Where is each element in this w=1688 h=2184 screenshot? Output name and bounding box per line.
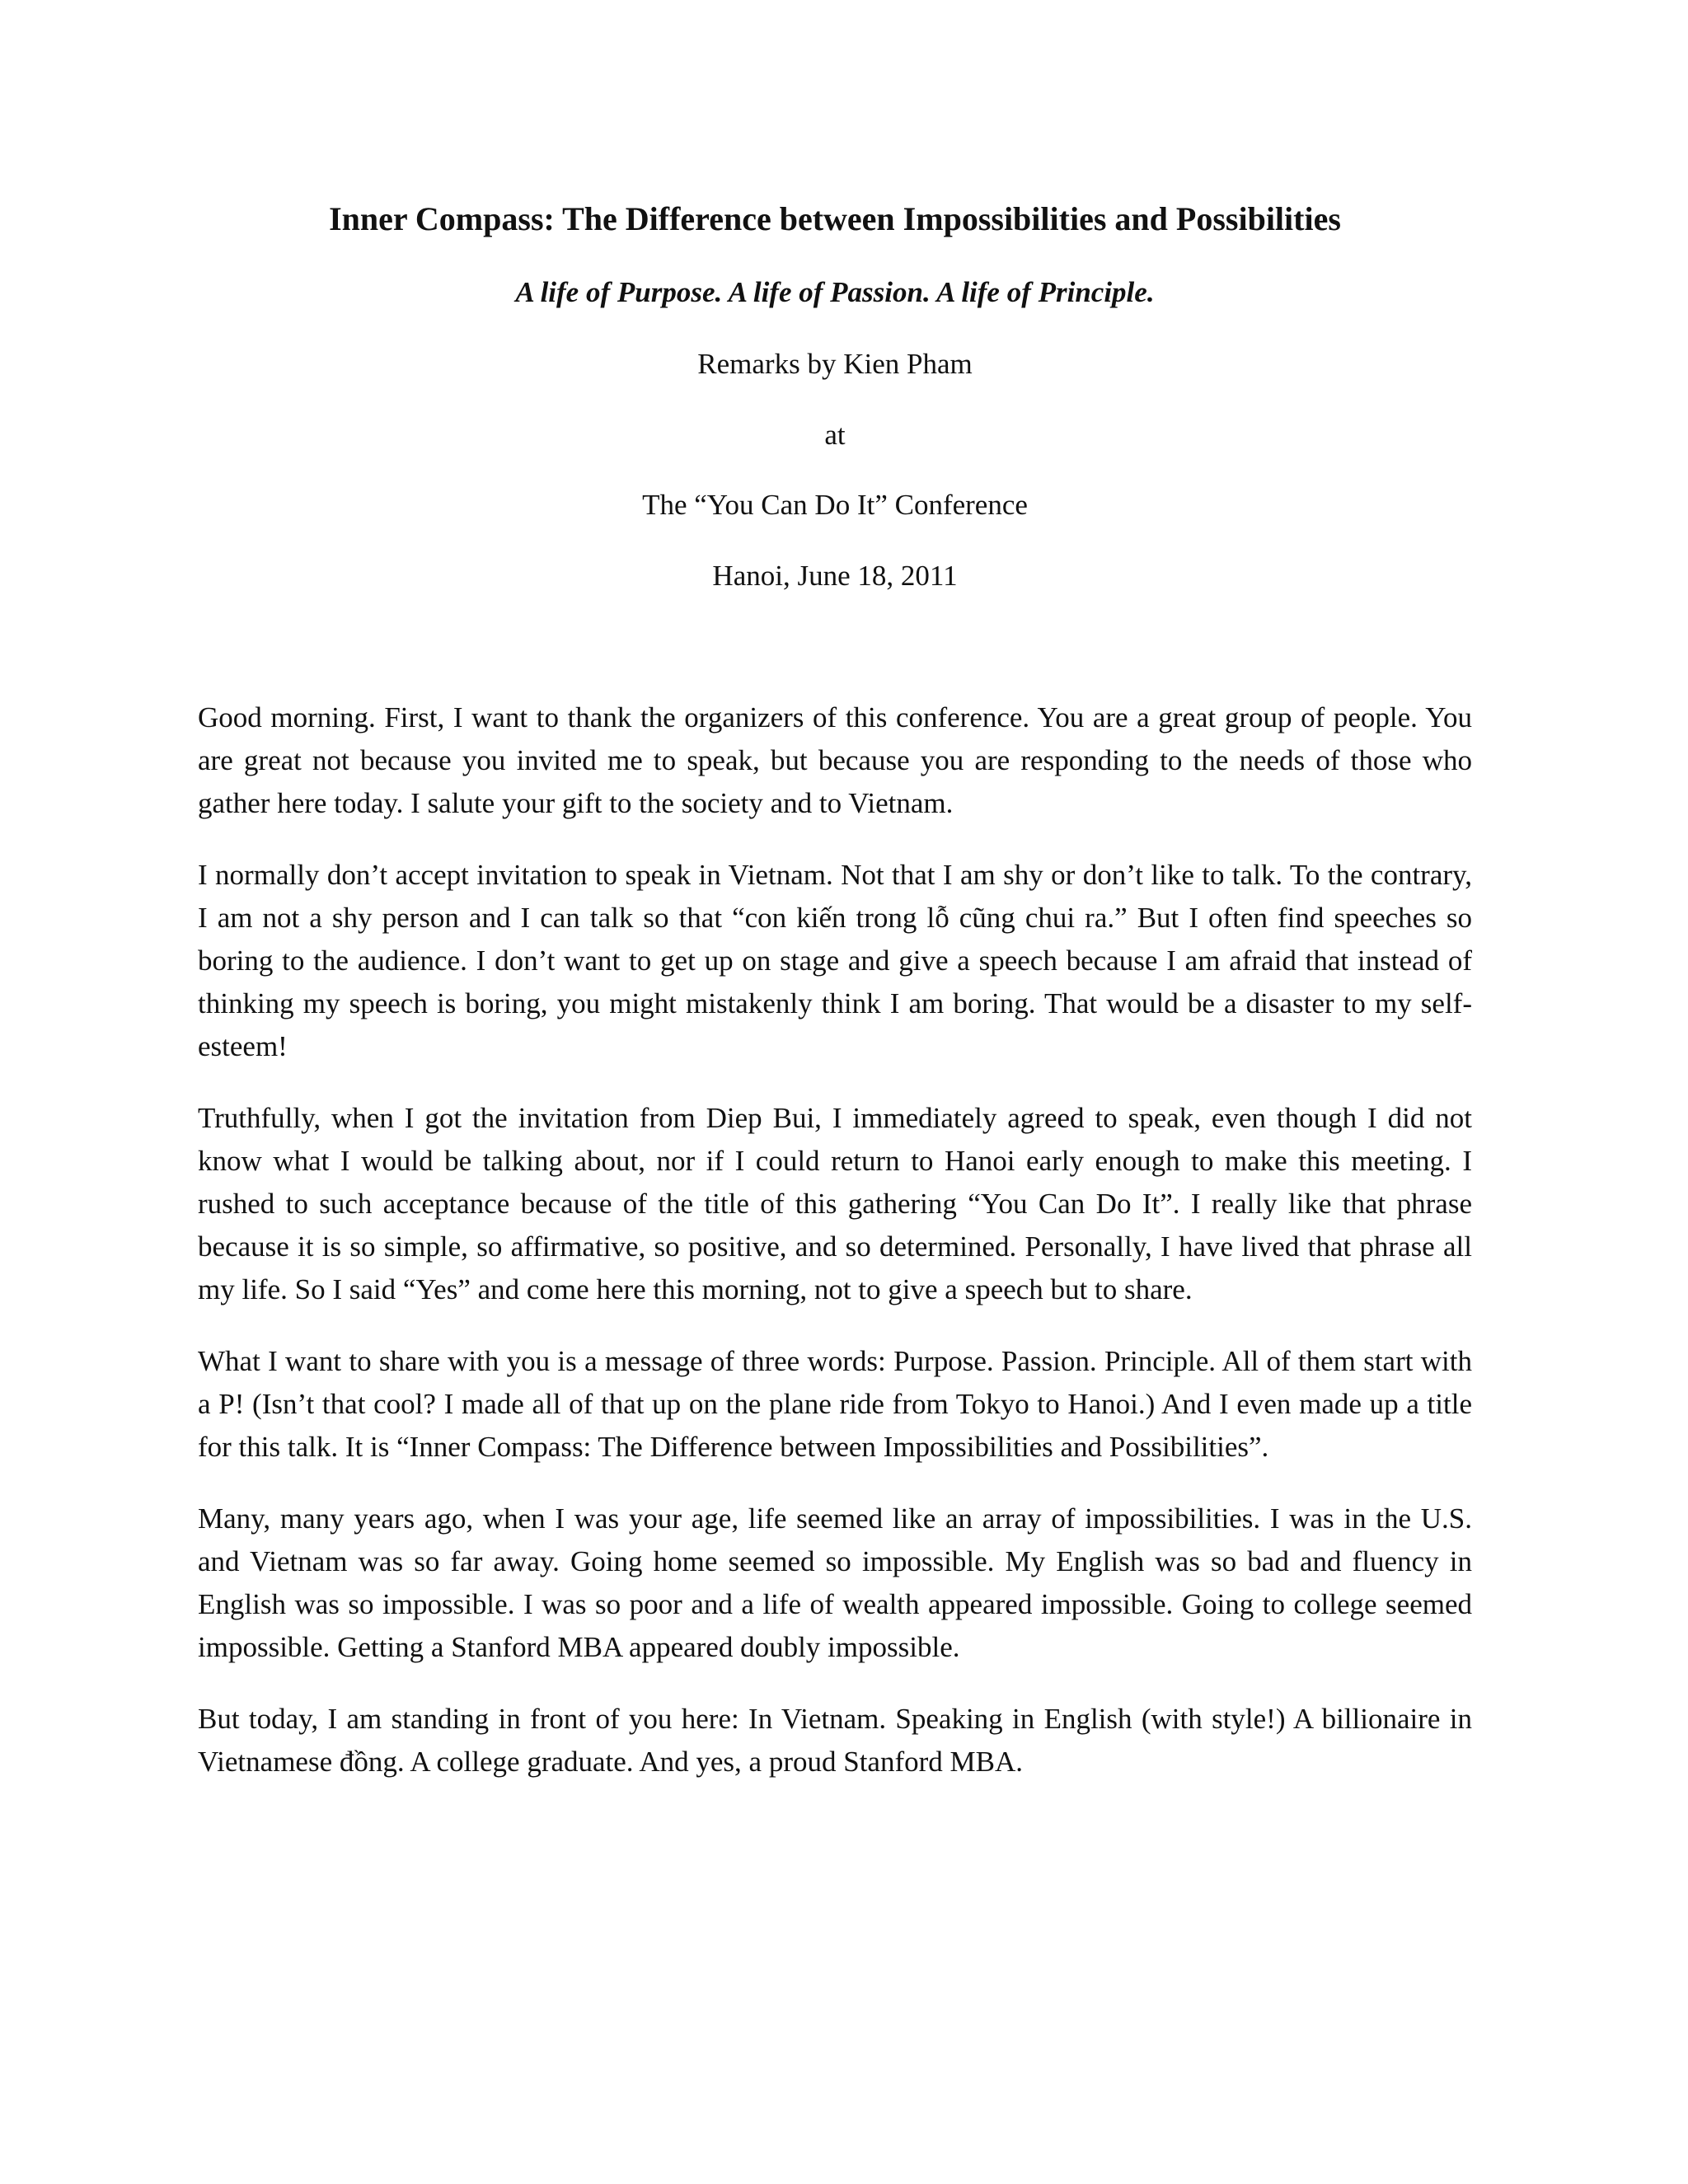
at-line: at (824, 419, 846, 451)
document-title: Inner Compass: The Difference between Impossibilities and Possibilities (329, 200, 1341, 237)
speaker-line: Remarks by Kien Pham (697, 348, 973, 380)
paragraph-1: Good morning. First, I want to thank the organizers of this conference. You are a great group of people. You are great not because you invited me to speak, but because you are responding to the needs of those who gather here today. I salute your gift to the society and to Vietnam. (198, 701, 1472, 819)
paragraph-2: I normally don’t accept invitation to speak in Vietnam. Not that I am shy or don’t like to talk. To the contrary, I am not a shy person and I can talk so that “con kiến trong lỗ cũng chui ra.” But I often find speeches so boring to the audience. I don’t want to get up on stage and give a speech because I am afraid that instead of thinking my speech is boring, you might mistakenly think I am boring. That would be a disaster to my self-esteem! (198, 859, 1472, 1062)
speech-body (198, 696, 1472, 1812)
paragraph-3: Truthfully, when I got the invitation from Diep Bui, I immediately agreed to speak, even though I did not know what I would be talking about, nor if I could return to Hanoi early enough to make this meeting. I rushed to such acceptance because of the title of this gathering “You Can Do It”. I really like that phrase because it is so simple, so affirmative, so positive, and so determined. Personally, I have lived that phrase all my life. So I said “Yes” and come here this morning, not to give a speech but to share. (198, 1102, 1472, 1305)
paragraph-5: Many, many years ago, when I was your age, life seemed like an array of impossibilities. I was in the U.S. and Vietnam was so far away. Going home seemed so impossible. My English was so bad and fluency in English was so impossible. I was so poor and a life of wealth appeared impossible. Going to college seemed impossible. Getting a Stanford MBA appeared doubly impossible. (198, 1502, 1472, 1663)
paragraph-6: But today, I am standing in front of you here: In Vietnam. Speaking in English (with style!) A billionaire in Vietnamese đồng. A college graduate. And yes, a proud Stanford MBA. (198, 1703, 1472, 1778)
event-date-location: Hanoi, June 18, 2011 (712, 560, 958, 592)
paragraph-4: What I want to share with you is a message of three words: Purpose. Passion. Principle. All of them start with a P! (Isn’t that cool? I made all of that up on the plane ride from Tokyo to Hanoi.) And I even made up a title for this talk. It is “Inner Compass: The Difference between Impossibilities and Possibilities”. (198, 1345, 1472, 1463)
document-subtitle: A life of Purpose. A life of Passion. A life of Principle. (515, 276, 1155, 308)
conference-name: The “You Can Do It” Conference (642, 489, 1028, 521)
